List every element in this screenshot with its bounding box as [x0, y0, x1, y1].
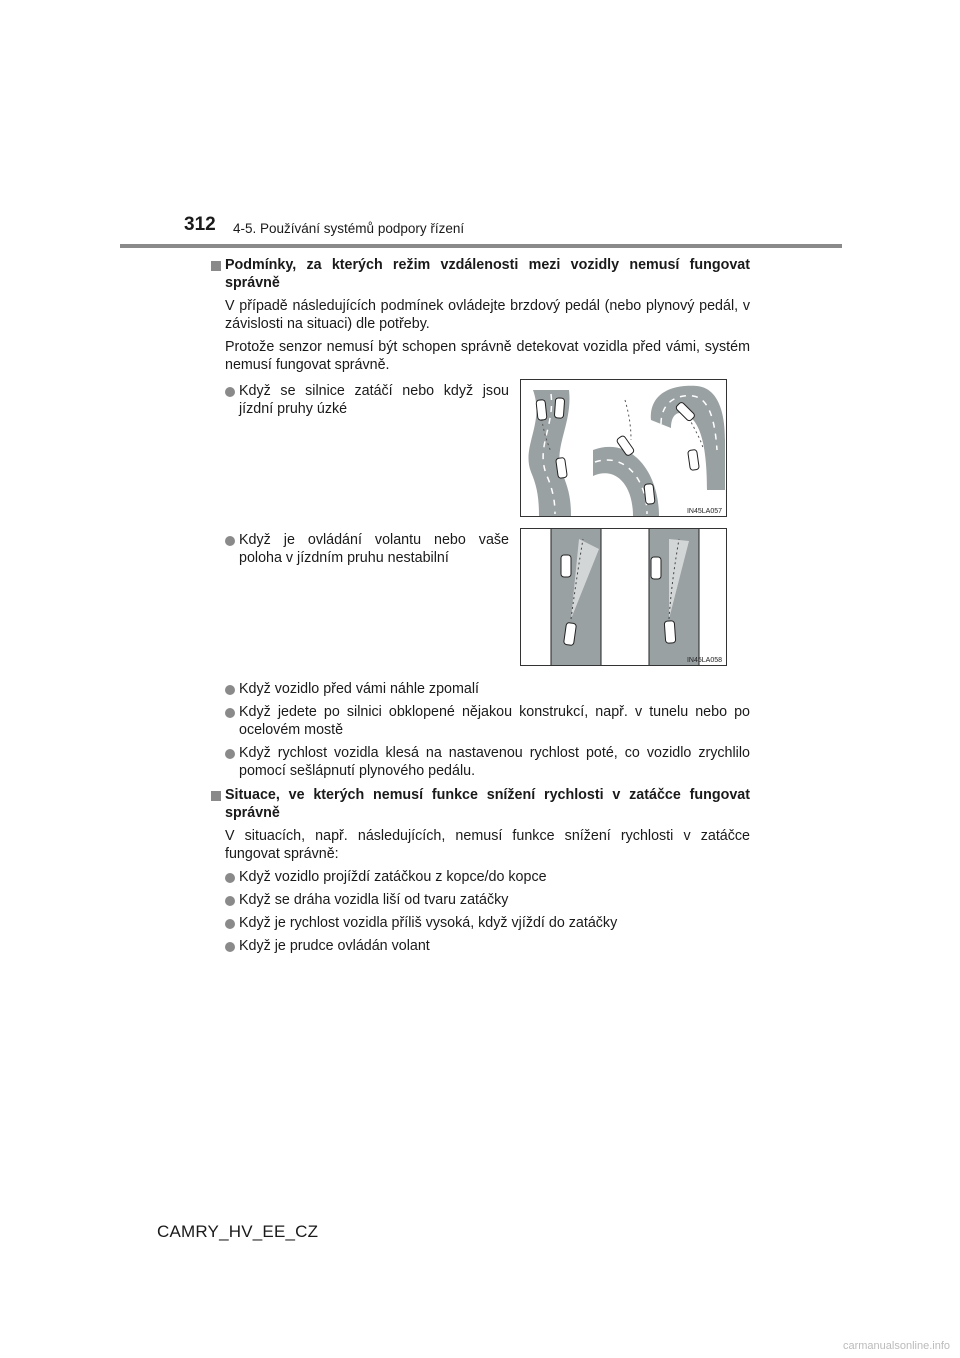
- list-item-text: Když se silnice zatáčí nebo když jsou jízdní pruhy úzké: [239, 383, 509, 417]
- unstable-lane-illustration: [521, 529, 726, 665]
- paragraph-brake-advice: V případě následujících podmínek ovládejte brzdový pedál (nebo plynový pedál, v závislosti na situaci) dle potřeby.: [225, 298, 750, 332]
- list-item: [211, 914, 750, 932]
- figure-code: IN45LA058: [686, 657, 722, 664]
- list-item: [211, 744, 750, 780]
- square-bullet-icon: [211, 791, 221, 801]
- round-bullet-icon: [225, 536, 235, 546]
- round-bullet-icon: [225, 708, 235, 718]
- round-bullet-icon: [225, 896, 235, 906]
- list-item-text: Když je rychlost vozidla příliš vysoká, když vjíždí do zatáčky: [239, 915, 618, 931]
- list-item: [211, 937, 750, 955]
- list-item: [211, 891, 750, 909]
- round-bullet-icon: [225, 387, 235, 397]
- list-item-text: Když vozidlo před vámi náhle zpomalí: [239, 681, 479, 697]
- figure-code: IN45LA057: [686, 508, 722, 515]
- list-item-text: Když rychlost vozidla klesá na nastavenou rychlost poté, co vozidlo zrychlilo pomocí sešlápnutí plynového pedálu.: [239, 745, 750, 779]
- list-item-text: Když je ovládání volantu nebo vaše poloha v jízdním pruhu nestabilní: [239, 532, 509, 566]
- round-bullet-icon: [225, 942, 235, 952]
- paragraph-curve-intro: V situacích, např. následujících, nemusí funkce snížení rychlosti v zatáčce fungovat správně:: [225, 828, 750, 862]
- heading-text: Podmínky, za kterých režim vzdálenosti mezi vozidly nemusí fungovat správně: [225, 257, 750, 291]
- round-bullet-icon: [225, 685, 235, 695]
- list-item-text: Když jedete po silnici obklopené nějakou konstrukcí, např. v tunelu nebo po ocelovém mostě: [239, 704, 750, 738]
- list-item-text: Když je prudce ovládán volant: [239, 938, 430, 954]
- list-item-text: Když se dráha vozidla liší od tvaru zatáčky: [239, 892, 509, 908]
- document-code: CAMRY_HV_EE_CZ: [157, 1222, 319, 1241]
- header-rule: [120, 244, 842, 248]
- list-item: [211, 531, 509, 567]
- list-item: [211, 680, 750, 698]
- round-bullet-icon: [225, 749, 235, 759]
- list-item: [211, 703, 750, 739]
- watermark: carmanualsonline.info: [842, 1340, 950, 1352]
- round-bullet-icon: [225, 919, 235, 929]
- heading-text: Situace, ve kterých nemusí funkce snížení rychlosti v zatáčce fungovat správně: [225, 787, 750, 821]
- curved-roads-illustration: [521, 380, 726, 516]
- square-bullet-icon: [211, 261, 221, 271]
- list-item-text: Když vozidlo projíždí zatáčkou z kopce/do kopce: [239, 869, 547, 885]
- page-number: 312: [184, 214, 216, 235]
- heading-curve-speed: [211, 786, 750, 822]
- heading-distance-mode: [211, 256, 750, 292]
- list-item: [211, 868, 750, 886]
- list-item: [211, 382, 509, 418]
- figure-curved-roads: [520, 379, 727, 517]
- round-bullet-icon: [225, 873, 235, 883]
- paragraph-sensor-note: Protože senzor nemusí být schopen správně detekovat vozidla před vámi, systém nemusí fungovat správně.: [225, 339, 750, 373]
- figure-unstable-lane: [520, 528, 727, 666]
- section-title: 4-5. Používání systémů podpory řízení: [233, 221, 465, 236]
